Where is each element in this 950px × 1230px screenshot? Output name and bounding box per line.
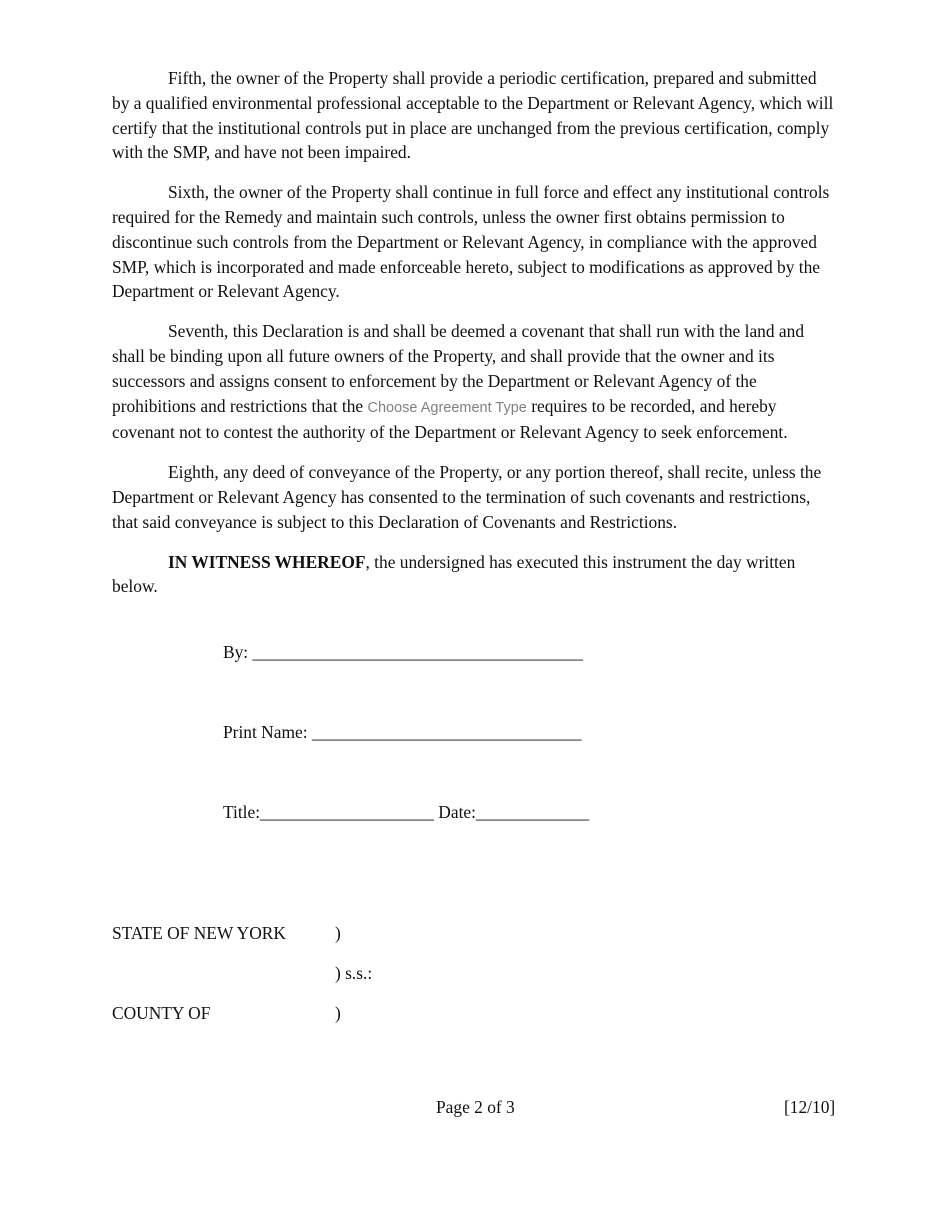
paragraph-eighth: Eighth, any deed of conveyance of the Property, or any portion thereof, shall recite, unless the Department or Relevant Agency has consented to the termination of such covenants and restrictions, that said conveyance is subject to this Declaration of Covenants and Restrictions.	[112, 462, 822, 532]
notary-county: COUNTY OF	[112, 1003, 211, 1023]
paragraph-seventh-text-a: Seventh, this Declaration is and shall be deemed a covenant that shall run with the land and shall be binding upon all future owners of the Property, and shall provide that the owner and its successors and assigns consent to enforcement by the Department or Relevant Agency of the prohibitions and restrictions that the	[112, 321, 805, 416]
page-number: Page 2 of 3	[436, 1097, 515, 1117]
notary-paren-1: )	[335, 923, 341, 943]
notary-ss: ) s.s.:	[335, 963, 373, 983]
witness-heading: IN WITNESS WHEREOF	[168, 551, 366, 572]
agreement-type-field[interactable]: Choose Agreement Type	[367, 399, 527, 416]
paragraph-fifth: Fifth, the owner of the Property shall provide a periodic certification, prepared and submitted by a qualified environmental professional acceptable to the Department or Relevant Agency, which will certify that the institutional controls put in place are unchanged from the previous certification, comply with the SMP, and have not been impaired.	[112, 68, 834, 163]
notary-state: STATE OF NEW YORK	[112, 923, 286, 943]
paragraph-seventh-text-b: requires to be recorded, and hereby covenant not to contest the authority of the Department or Relevant Agency to seek enforcement.	[112, 395, 788, 443]
paragraph-witness	[112, 550, 838, 600]
notary-paren-3: )	[335, 1003, 341, 1023]
paragraph-sixth: Sixth, the owner of the Property shall continue in full force and effect any institutional controls required for the Remedy and maintain such controls, unless the owner first obtains permission to discontinue such controls from the Department or Relevant Agency, in compliance with the approved SMP, which is incorporated and made enforceable hereto, subject to modifications as approved by the Department or Relevant Agency.	[112, 182, 830, 302]
paragraph-seventh	[112, 319, 838, 445]
revision-date: [12/10]	[784, 1097, 836, 1117]
witness-text: , the undersigned has executed this instrument the day written below.	[112, 551, 796, 597]
print-name-line: Print Name: _______________________________	[223, 722, 582, 742]
signature-by-line: By: ______________________________________	[223, 642, 583, 662]
document-body	[112, 66, 838, 614]
title-date-line: Title:____________________ Date:_____________	[223, 802, 590, 822]
